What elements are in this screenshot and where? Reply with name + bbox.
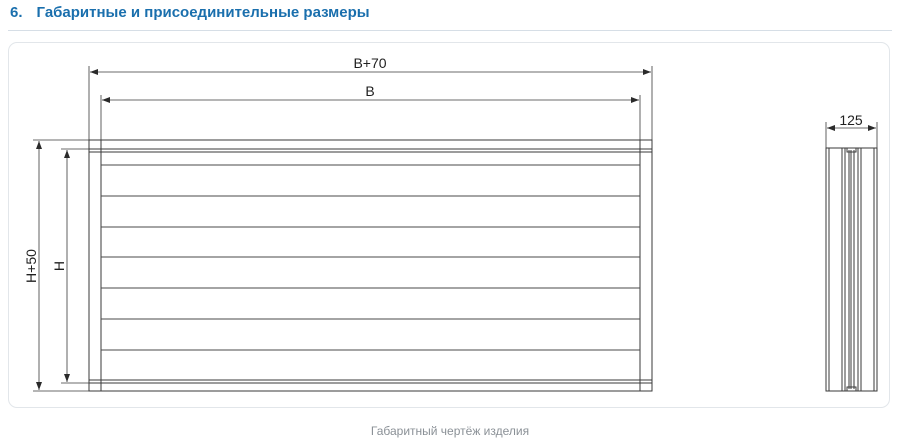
dimension-inner-width (101, 95, 640, 140)
label-inner-width: B (365, 83, 375, 99)
label-depth: 125 (839, 112, 863, 128)
front-view (89, 140, 652, 391)
side-view (826, 148, 877, 391)
label-inner-height: H (51, 260, 67, 272)
figure-caption: Габаритный чертёж изделия (370, 424, 530, 438)
outer-frame (89, 140, 652, 391)
damper-blades (101, 165, 640, 350)
section-title: Габаритные и присоединительные размеры (36, 4, 370, 21)
dimension-outer-width (89, 66, 652, 140)
section-number: 6. (10, 4, 23, 21)
label-outer-height: H+50 (23, 249, 39, 283)
label-outer-width: B+70 (353, 55, 387, 71)
